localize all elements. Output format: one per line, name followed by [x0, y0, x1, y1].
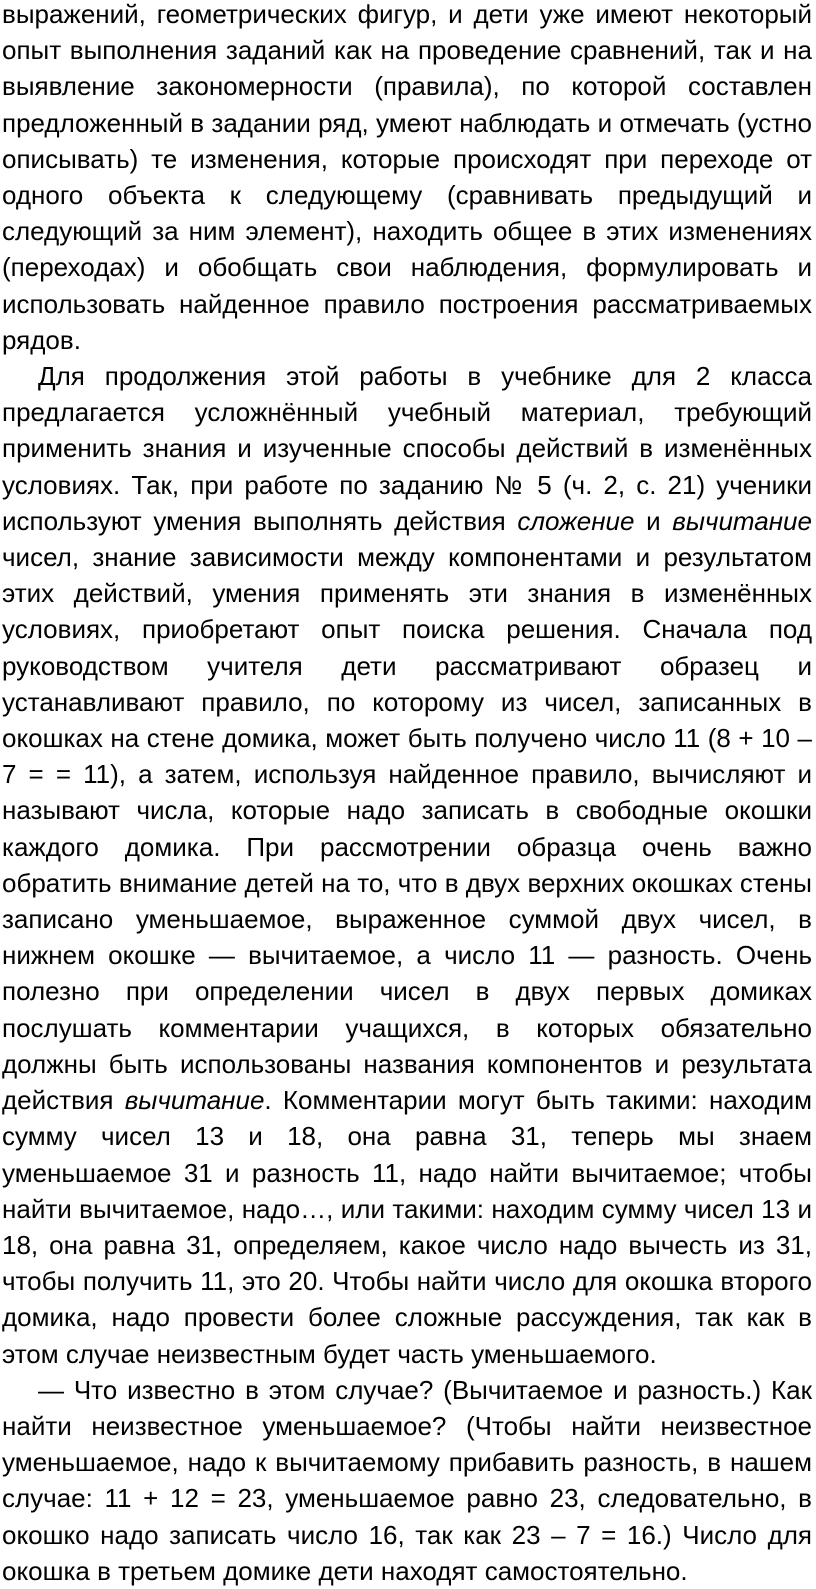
paragraph-text: . Комментарии могут быть такими: находим сумму чисел 13 и 18, она равна 31, теперь мы знаем уменьшаемое 31 и разность 11, надо найти вычитаемое; чтобы найти вычитаемое, надо…, или такими: находим сумму чисел 13 и 18, она равна 31, определяем, какое число надо вычесть из 31, чтобы получить 11, это 20. Чтобы найти число для окошка второго домика, надо провести более сложные рассуждения, так как в этом случае неизвестным будет часть уменьшаемого.	[2, 1085, 812, 1369]
paragraph-task-5-analysis	[2, 358, 812, 1372]
paragraph-dialogue	[2, 1372, 812, 1589]
term-subtraction: вычитание	[124, 1085, 265, 1116]
paragraph-text: и	[634, 505, 673, 536]
term-subtraction: вычитание	[672, 505, 812, 536]
paragraph-observation-skills	[2, 0, 812, 358]
paragraph-text: Для продолжения этой работы в учебнике для 2 класса предлагается усложнённый учебный материал, требующий применить знания и изученные способы действий в изменённых условиях. Так, при работе по заданию № 5 (ч. 2, с. 21) ученики используют умения выполнять действия	[2, 361, 812, 536]
term-addition: сложение	[517, 505, 635, 536]
paragraph-text: — Что известно в этом случае? (Вычитаемое и разность.) Как найти неизвестное уменьшаемое? (Чтобы найти неизвестное уменьшаемое, надо к вычитаемому прибавить разность, в нашем случае: 11 + 12 = 23, уменьшаемое равно 23, следовательно, в окошко надо записать число 16, так как 23 – 7 = 16.) Число для окошка в третьем домике дети находят самостоятельно.	[2, 1374, 812, 1586]
paragraph-text: выражений, геометрических фигур, и дети уже имеют некоторый опыт выполнения заданий как на проведение сравнений, так и на выявление закономерности (правила), по которой составлен предложенный в задании ряд, умеют наблюдать и отмечать (устно описывать) те изменения, которые происходят при переходе от одного объекта к следующему (сравнивать предыдущий и следующий за ним элемент), находить общее в этих изменениях (переходах) и обобщать свои наблюдения, формулировать и использовать найденное правило построения рассматриваемых рядов.	[2, 0, 812, 355]
paragraph-text: чисел, знание зависимости между компонентами и результатом этих действий, умения применять эти знания в изменённых условиях, приобретают опыт поиска решения. Сначала под руководством учителя дети рассматривают образец и устанавливают правило, по которому из чисел, записанных в окошках на стене домика, может быть получено число 11 (8 + 10 – 7 = = 11), а затем, используя найденное правило, вычисляют и называют числа, которые надо записать в свободные окошки каждого домика. При рассмотрении образца очень важно обратить внимание детей на то, что в двух верхних окошках стены записано уменьшаемое, выраженное суммой двух чисел, в нижнем окошке — вычитаемое, а число 11 — разность. Очень полезно при определении чисел в двух первых домиках послушать комментарии учащихся, в которых обязательно должны быть использованы названия компонентов и результата действия	[2, 542, 812, 1116]
